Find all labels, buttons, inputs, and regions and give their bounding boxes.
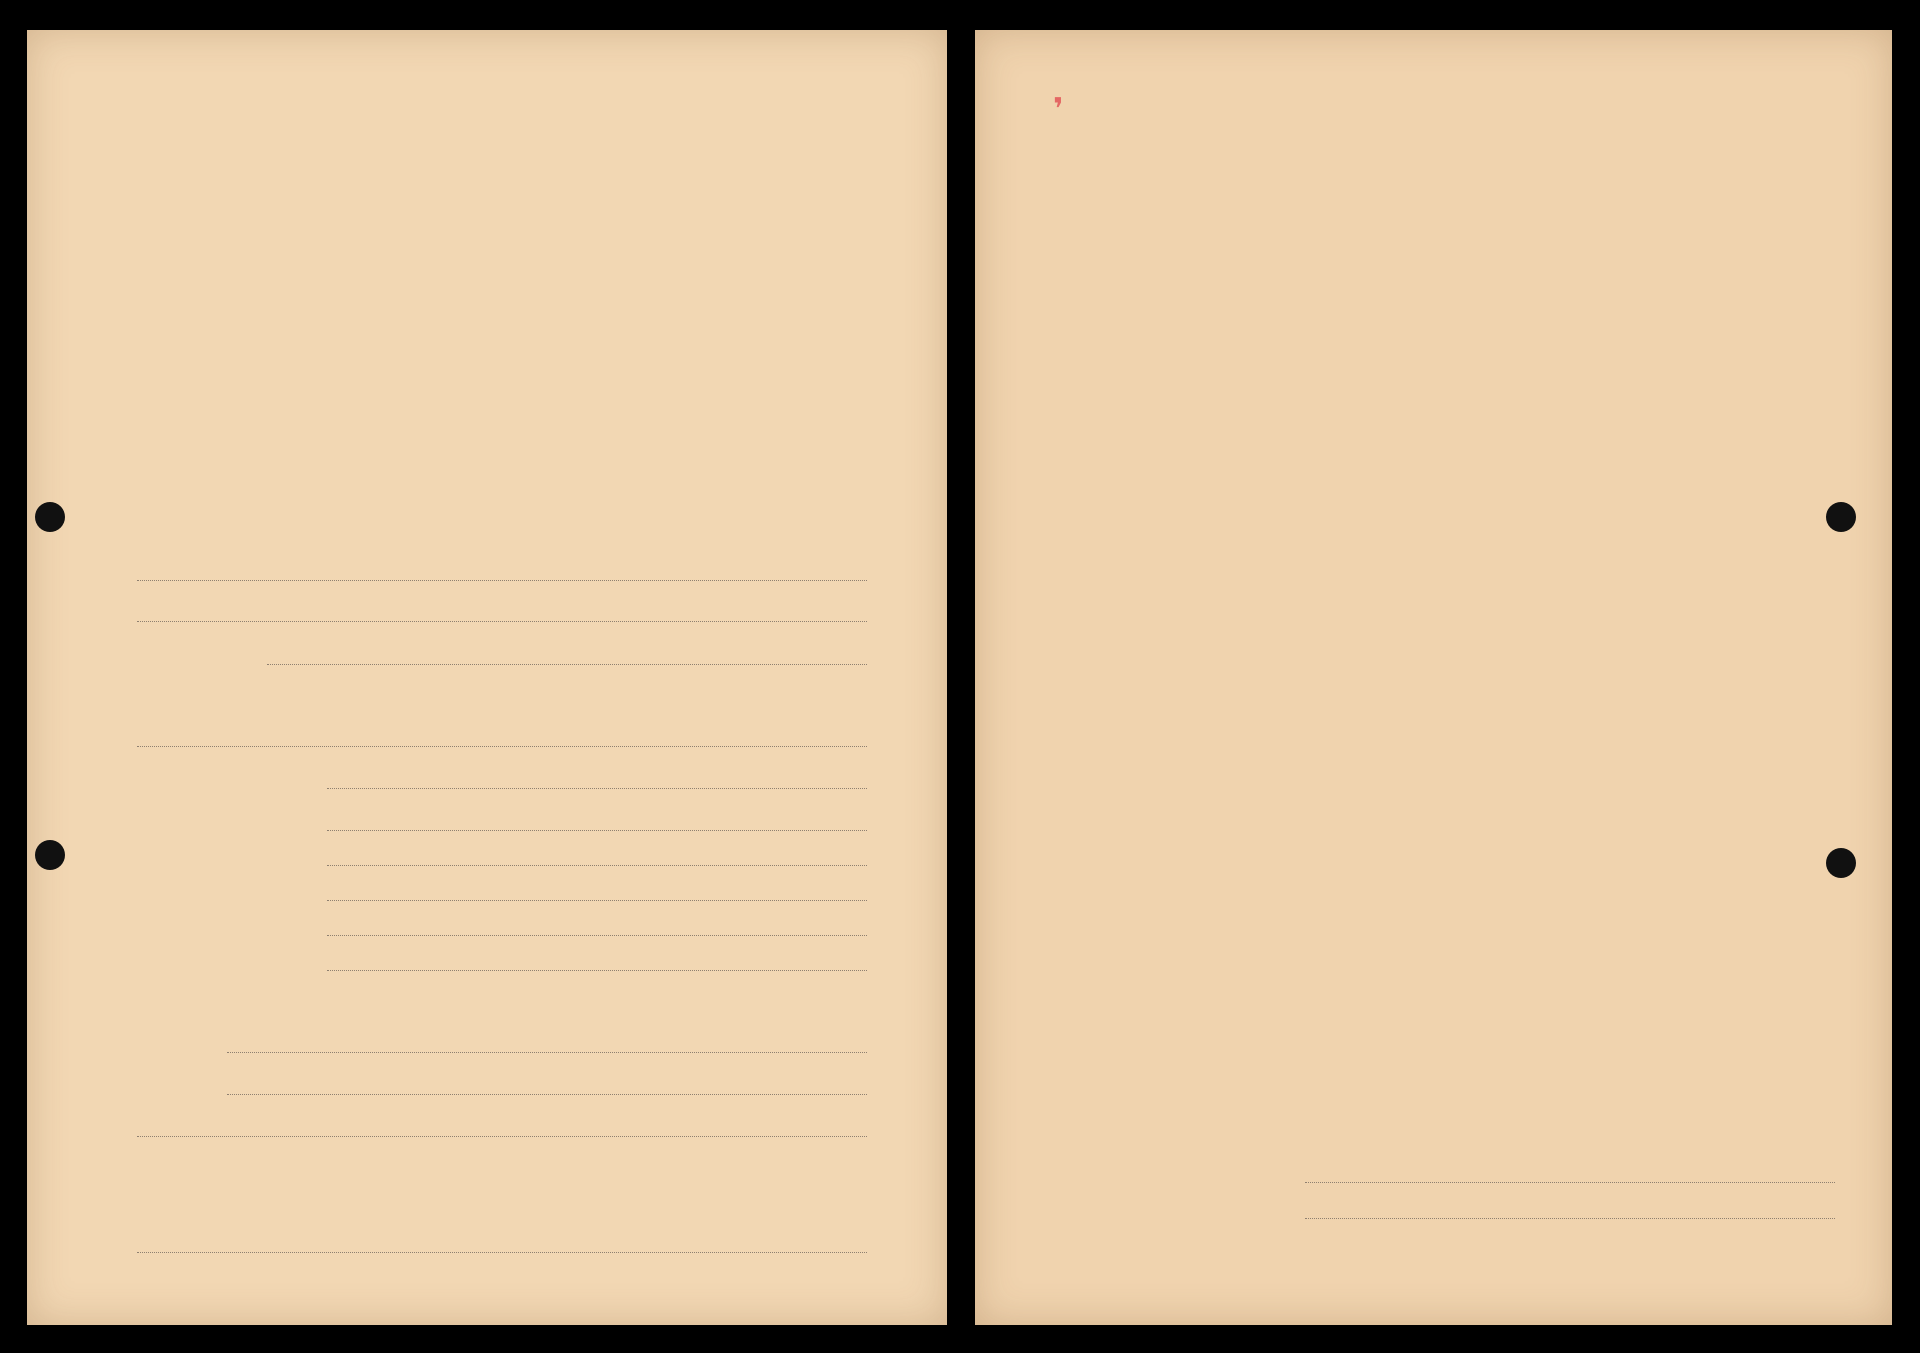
size-line (137, 1136, 867, 1137)
name-line (137, 580, 867, 581)
punch-hole (35, 502, 65, 532)
present-line (227, 1094, 867, 1095)
nationality-line (267, 664, 867, 665)
left-page (27, 30, 947, 1325)
last-dismissal-line (1305, 1182, 1835, 1183)
red-stamp-mark: ❜ (1053, 92, 1064, 127)
relatives-rule (327, 935, 867, 936)
last-dismissal-line (1305, 1218, 1835, 1219)
right-page (975, 30, 1892, 1325)
punch-hole (1826, 848, 1856, 878)
relatives-rule (327, 830, 867, 831)
punch-hole (35, 840, 65, 870)
relatives-rule (327, 900, 867, 901)
relatives-rule (327, 865, 867, 866)
profession-line (137, 746, 867, 747)
punch-hole (1826, 502, 1856, 532)
permanent-line (227, 1052, 867, 1053)
signs-line (137, 1252, 867, 1253)
birth-line (137, 621, 867, 622)
relatives-rule (327, 970, 867, 971)
state-line (327, 788, 867, 789)
